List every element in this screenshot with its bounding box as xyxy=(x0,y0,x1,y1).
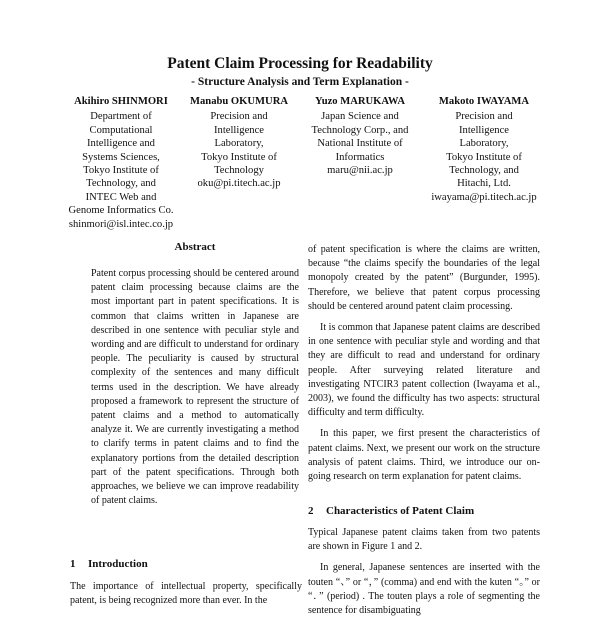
affiliation-line: Tokyo Institute of xyxy=(446,151,522,163)
section-number: 1 xyxy=(70,558,76,570)
right-column-body xyxy=(308,243,540,491)
author-block xyxy=(418,95,550,204)
section-heading-characteristics xyxy=(308,505,474,517)
author-email: maru@nii.ac.jp xyxy=(327,165,393,177)
affiliation-line: Systems Sciences, xyxy=(82,151,160,163)
affiliation-line: Tokyo Institute of xyxy=(83,165,159,177)
author-name: Makoto IWAYAMA xyxy=(438,96,530,107)
affiliation-line: Technology xyxy=(214,165,264,177)
author-block xyxy=(298,95,422,177)
section-number: 2 xyxy=(308,505,314,517)
section-title: Introduction xyxy=(88,558,148,570)
affiliation-line: Precision and xyxy=(455,111,513,123)
affiliation-line: Technology Corp., and xyxy=(311,124,409,136)
affiliation-line: National Institute of xyxy=(317,138,403,150)
paper-title: Patent Claim Processing for Readability xyxy=(167,55,433,72)
abstract-body: Patent corpus processing should be centered around patent claim processing because claims are the most important part in patent specifications. It is common that claims written in Japanese are described in one sentence with peculiar style and wording and are difficult to understand for ordinary people. The peculiarity is caused by structural complexity of the sentences and many difficult terms used in the description. We have already proposed a framework to represent the structure of patent claims and a method to automatically analyze it. We are currently investigating a method to clarify terms in patent claims and to find the explanatory portions from the detailed description part of the patent specifications. Through both approaches, we believe we can improve readability of patent claims. xyxy=(91,268,299,507)
affiliation-line: Technology, and xyxy=(86,178,156,190)
affiliation-line: Intelligence xyxy=(214,124,264,136)
affiliation-line: Informatics xyxy=(335,151,385,163)
affiliation-line: Laboratory, xyxy=(214,138,264,150)
affiliation-line: Hitachi, Ltd. xyxy=(457,178,511,190)
affiliation-line: Tokyo Institute of xyxy=(201,151,277,163)
affiliation-line: Genome Informatics Co. xyxy=(68,205,174,217)
paragraph: In general, Japanese sentences are inserted with the touten “、” or “，” (comma) and end with the kuten “。” or “．” (period) . The touten plays a role of segmenting the sentence for disambiguating xyxy=(308,562,540,617)
affiliation-line: Computational xyxy=(89,124,153,136)
affiliation-line: Technology, and xyxy=(449,165,519,177)
affiliation-line: Japan Science and xyxy=(321,111,399,123)
author-name: Manabu OKUMURA xyxy=(190,96,288,107)
affiliation-line: Precision and xyxy=(210,111,268,123)
affiliation-line: Intelligence xyxy=(459,124,509,136)
characteristics-body xyxy=(308,526,540,625)
paragraph: Typical Japanese patent claims taken from two patents are shown in Figure 1 and 2. xyxy=(308,527,540,553)
author-block xyxy=(62,95,180,231)
section-title: Characteristics of Patent Claim xyxy=(326,505,475,517)
author-name: Yuzo MARUKAWA xyxy=(315,96,405,107)
author-email: iwayama@pi.titech.ac.jp xyxy=(431,191,537,203)
author-email: shinmori@isl.intec.co.jp xyxy=(68,218,174,230)
introduction-body: The importance of intellectual property, specifically patent, is being recognized more than ever. In the xyxy=(70,581,302,607)
paragraph: In this paper, we first present the characteristics of patent claims. Next, we present our work on the structure analysis of patent claims. Third, we introduce our on-going research on term explanation for patent claims. xyxy=(308,428,540,483)
section-heading-introduction xyxy=(70,558,148,570)
paragraph: of patent specification is where the claims are written, because “the claims specify the boundaries of the legal monopoly created by the patent” (Burgunder, 1995). Therefore, we believe that patent corpus processing should be centered around patent claim processing. xyxy=(308,244,540,312)
paragraph: It is common that Japanese patent claims are described in one sentence with peculiar style and wording and that they are difficult to read and understand for ordinary people. After surveying related literature and investigating NTCIR3 patent collection (Iwayama et al., 2003), we found the difficulty has two aspects: structural difficulty and term difficulty. xyxy=(308,322,540,419)
author-email: oku@pi.titech.ac.jp xyxy=(197,178,281,190)
author-name: Akihiro SHINMORI xyxy=(74,96,168,107)
affiliation-line: INTEC Web and xyxy=(85,191,157,203)
affiliation-line: Laboratory, xyxy=(459,138,509,150)
paper-subtitle: - Structure Analysis and Term Explanation - xyxy=(191,76,409,88)
affiliation-line: Intelligence and xyxy=(87,138,155,150)
affiliation-line: Department of xyxy=(90,111,152,123)
abstract-heading: Abstract xyxy=(174,241,216,253)
author-block xyxy=(180,95,298,191)
